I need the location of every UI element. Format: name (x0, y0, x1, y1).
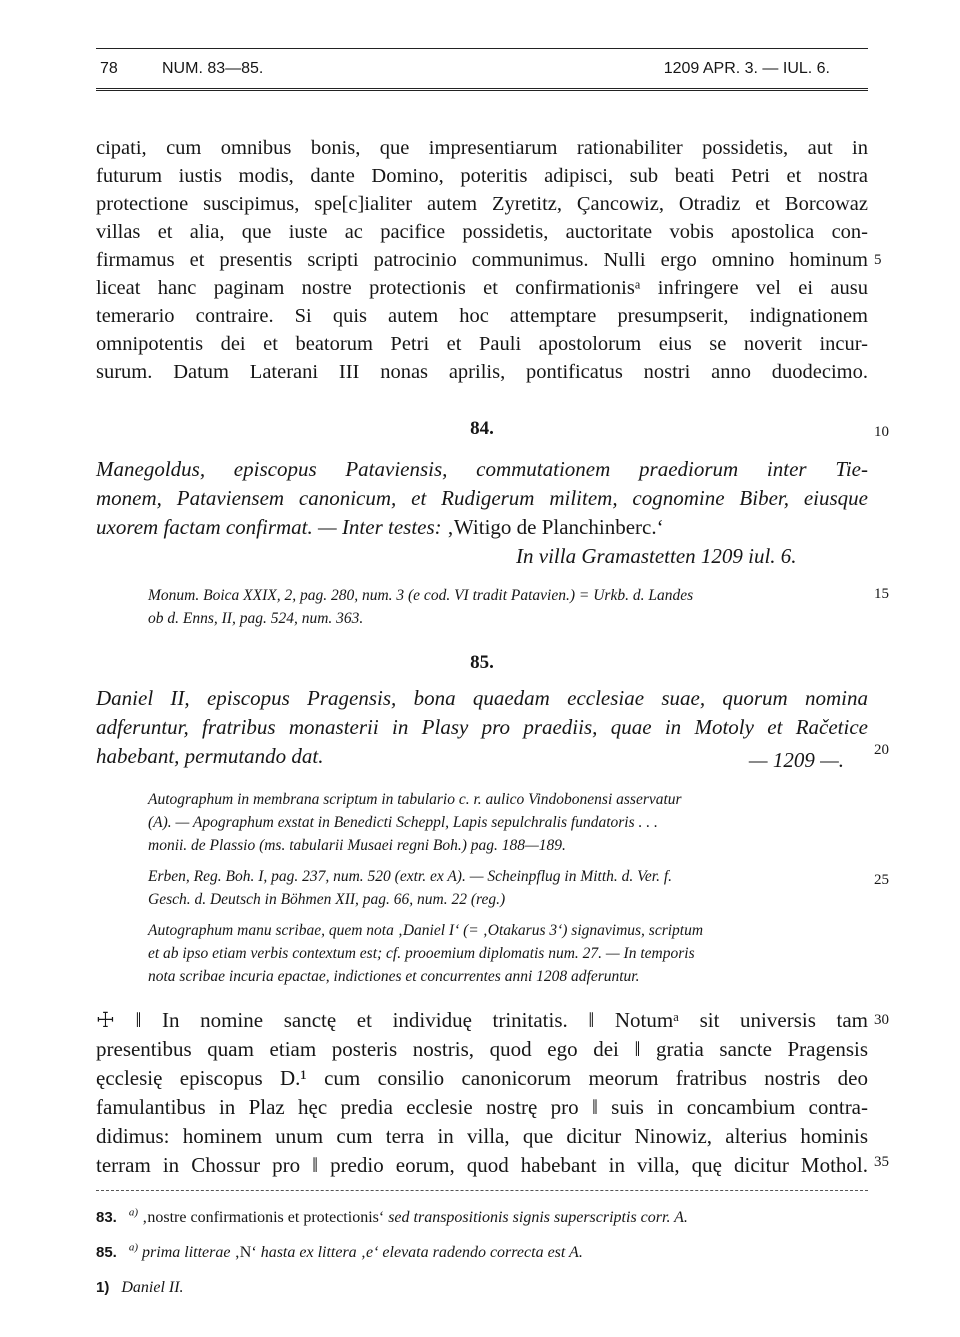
text-line: ☩ ‖ In nomine sanctę et individuę trinitatis. ‖ Notumᵃ sit universis tam (96, 1008, 868, 1032)
regest-line (96, 513, 868, 542)
note-line: nota scribae incuria epactae, indictiones et concurrentes anni 1208 adferuntur. (148, 968, 640, 985)
line-number: 10 (874, 424, 889, 440)
footnote-label: 83. (96, 1209, 117, 1226)
place-date: In villa Gramastetten 1209 iul. 6. (516, 544, 797, 568)
line-number: 25 (874, 872, 889, 888)
doc85-date: — 1209 —. (748, 748, 844, 772)
footnote-text: ‚nostre confirmationis et protectionis‘ (142, 1209, 385, 1226)
note-line: Monum. Boica XXIX, 2, pag. 280, num. 3 (e cod. VI tradit Patavien.) = Urkb. d. Landes (148, 587, 694, 604)
footnote-label: 85. (96, 1244, 117, 1261)
text-line: protectione suscipimus, spe[c]ialiter autem Zyretitz, Çancowiz, Otradiz et Borcowaz (96, 193, 868, 215)
text-line: omnipotentis dei et beatorum Petri et Pauli apostolorum eius se noverit incur- (96, 333, 868, 355)
doc85-number: 85. (470, 652, 494, 673)
doc84-number: 84. (470, 418, 494, 439)
date-range: 1209 APR. 3. — IUL. 6. (663, 60, 830, 77)
footnote (96, 1205, 868, 1231)
text-line: villas et alia, que iuste ac pacifice possidetis, auctoritate vobis apostolica con- (96, 221, 868, 243)
footnote-text: hasta ex littera ‚e‘ elevata radendo correcta est A. (260, 1244, 583, 1261)
note-line: Erben, Reg. Boh. I, pag. 237, num. 520 (extr. ex A). — Scheinpflug in Mitth. d. Ver. f. (148, 868, 673, 885)
footnote-marker: a) (128, 1206, 139, 1219)
line-number: 30 (874, 1012, 889, 1028)
doc84-regest (96, 455, 868, 571)
note-line: Autographum in membrana scriptum in tabulario c. r. aulico Vindobonensi asservatur (148, 791, 682, 808)
regest-line: adferuntur, fratribus monasterii in Plasy pro praediis, quae in Motoly et Račetice (96, 715, 868, 739)
footnote-text: Daniel II. (121, 1279, 184, 1296)
footnote-rule (96, 1190, 868, 1191)
book-page (96, 0, 889, 1337)
text-line: didimus: hominem unum cum terra in villa, que dicitur Ninowiz, alterius hominis (96, 1124, 868, 1148)
footnote (96, 1275, 868, 1301)
regest-line: monem, Pataviensem canonicum, et Rudigerum militem, cognomine Biber, eiusque (96, 486, 868, 510)
header-rule-top (96, 48, 868, 49)
footnote-text: ‚N‘ (230, 1244, 261, 1261)
regest-text: habebant, permutando dat. (96, 744, 324, 768)
note-line: ob d. Enns, II, pag. 524, num. 363. (148, 610, 364, 627)
footnote-marker: a) (128, 1241, 139, 1254)
footnote-text: sed transpositionis signis superscriptis corr. A. (384, 1209, 688, 1226)
regest-line: Daniel II, episcopus Pragensis, bona quaedam ecclesiae suae, quorum nomina (96, 686, 868, 710)
line-number: 35 (874, 1154, 889, 1170)
footnotes (96, 1205, 868, 1310)
line-number: 5 (874, 252, 882, 268)
doc85-notes (148, 788, 868, 988)
line-number: 15 (874, 586, 889, 602)
note-line: Gesch. d. Deutsch in Böhmen XII, pag. 66, num. 22 (reg.) (148, 891, 506, 908)
text-line: futurum iustis modis, dante Domino, poteritis adipisci, sub beati Petri et nostra (96, 165, 868, 187)
witness-quote: ‚Witigo de Planchinberc.‘ (441, 515, 664, 539)
text-line: cipati, cum omnibus bonis, que impresentiarum rationabiliter possidetis, aut in (96, 137, 868, 159)
header-rule-double (96, 88, 868, 91)
doc85-regest (96, 684, 868, 771)
text-line: temerario contraire. Si quis autem hoc attemptare presumpserit, indignationem (96, 305, 868, 327)
footnote-label: 1) (96, 1279, 110, 1296)
document-numbers: NUM. 83—85. (162, 60, 264, 77)
doc84-notes (148, 584, 868, 630)
note-line: (A). — Apographum exstat in Benedicti Scheppl, Lapis sepulchralis fundatoris . . . (148, 814, 658, 831)
text-line: ęcclesię episcopus D.¹ cum consilio canonicorum meorum fratribus nostris deo (96, 1066, 868, 1090)
text-line: presentibus quam etiam posteris nostris, quod ego dei ‖ gratia sancte Pragensis (96, 1037, 868, 1061)
doc85-text (96, 1006, 868, 1180)
text-line: firmamus et presentis scripti patrocinio communimus. Nulli ergo omnino hominum (96, 249, 868, 271)
note-line: Autographum manu scribae, quem nota ‚Daniel I‘ (= ‚Otakarus 3‘) signavimus, scriptum (148, 922, 704, 939)
note-line: et ab ipso etiam verbis contextum est; cf. prooemium diplomatis num. 27. — In temporis (148, 945, 695, 962)
footnote-text: prima litterae (142, 1244, 231, 1261)
regest-line (96, 742, 868, 771)
note-line: monii. de Plassio (ms. tabularii Musaei regni Boh.) pag. 188—189. (148, 837, 566, 854)
text-line: famulantibus in Plaz hęc predia ecclesie nostrę pro ‖ suis in concambium contra- (96, 1095, 868, 1119)
text-line: surum. Datum Laterani III nonas aprilis, pontificatus nostri anno duodecimo. (96, 361, 868, 383)
line-number: 20 (874, 742, 889, 758)
footnote (96, 1240, 868, 1266)
text-line: terram in Chossur pro ‖ predio eorum, quod habebant in villa, quę dicitur Mothol. (96, 1153, 868, 1177)
regest-text: uxorem factam confirmat. — Inter testes: (96, 515, 442, 539)
doc83-text (96, 134, 868, 386)
text-line: liceat hanc paginam nostre protectionis et confirmationisᵃ infringere vel ei ausu (96, 277, 868, 299)
regest-line: Manegoldus, episcopus Pataviensis, commutationem praediorum inter Tie- (96, 457, 868, 481)
running-head (96, 58, 868, 82)
page-number: 78 (100, 60, 118, 77)
